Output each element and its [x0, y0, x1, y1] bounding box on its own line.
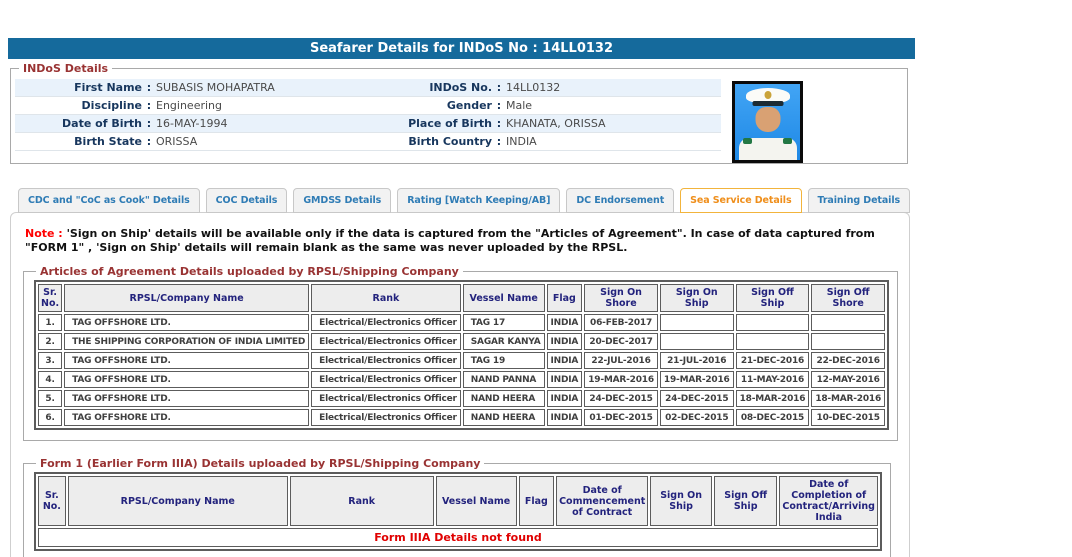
tab-rating-watch-keeping-ab[interactable]: Rating [Watch Keeping/AB]: [397, 188, 560, 213]
discipline-value: Engineering: [156, 99, 222, 112]
tab-coc-details[interactable]: COC Details: [206, 188, 288, 213]
note-text: [25, 227, 895, 255]
table-cell: 12-MAY-2016: [811, 371, 885, 388]
field-row-first-name: First Name : SUBASIS MOHAPATRA INDoS No. : 14LL0132: [15, 79, 721, 97]
table-row: [38, 390, 885, 407]
date-of-birth-value: 16-MAY-1994: [156, 117, 228, 130]
birth-country-value: INDIA: [506, 135, 537, 148]
tab-strip: [18, 188, 1072, 213]
table-cell: 11-MAY-2016: [736, 371, 810, 388]
table-cell: 21-JUL-2016: [660, 352, 734, 369]
table-cell: 02-DEC-2015: [660, 409, 734, 426]
table-cell: 24-DEC-2015: [584, 390, 658, 407]
form1-table: [34, 472, 882, 551]
form-iiia-not-found-message: Form IIIA Details not found: [38, 528, 878, 547]
discipline-label: Discipline: [81, 99, 142, 112]
table-cell: Electrical/Electronics Officer: [311, 409, 461, 426]
column-header: Sign On Ship: [660, 284, 734, 312]
seafarer-photo: [732, 81, 803, 163]
page-title: Seafarer Details for INDoS No : 14LL0132: [8, 38, 915, 59]
table-cell: 24-DEC-2015: [660, 390, 734, 407]
column-header: Flag: [519, 476, 555, 526]
indos-details-rows: [15, 79, 721, 151]
table-row: [38, 333, 885, 350]
column-header: RPSL/Company Name: [64, 284, 309, 312]
column-header: Sign Off Ship: [714, 476, 777, 526]
table-cell: TAG OFFSHORE LTD.: [64, 390, 309, 407]
gender-label: Gender: [446, 99, 492, 112]
first-name-value: SUBASIS MOHAPATRA: [156, 81, 275, 94]
tab-training-details[interactable]: Training Details: [808, 188, 911, 213]
table-cell: NAND HEERA: [463, 390, 545, 407]
tab-cdc-and-coc-as-cook-details[interactable]: CDC and "CoC as Cook" Details: [18, 188, 200, 213]
table-cell: 06-FEB-2017: [584, 314, 658, 331]
birth-country-label: Birth Country: [408, 135, 492, 148]
table-cell: TAG OFFSHORE LTD.: [64, 371, 309, 388]
table-cell: 22-JUL-2016: [584, 352, 658, 369]
tab-gmdss-details[interactable]: GMDSS Details: [293, 188, 391, 213]
place-of-birth-label: Place of Birth: [408, 117, 492, 130]
table-cell: INDIA: [547, 390, 583, 407]
table-cell: INDIA: [547, 314, 583, 331]
table-cell: 2.: [38, 333, 62, 350]
table-cell: [736, 333, 810, 350]
table-cell: [660, 314, 734, 331]
table-cell: TAG OFFSHORE LTD.: [64, 314, 309, 331]
note-prefix: Note :: [25, 227, 63, 240]
column-header: Sign On Ship: [650, 476, 712, 526]
column-header: RPSL/Company Name: [68, 476, 288, 526]
table-cell: 18-MAR-2016: [736, 390, 810, 407]
table-cell: INDIA: [547, 352, 583, 369]
table-cell: SAGAR KANYA: [463, 333, 545, 350]
column-header: Sr. No.: [38, 476, 66, 526]
column-header: Date of Commencement of Contract: [556, 476, 648, 526]
column-header: Rank: [290, 476, 434, 526]
field-row-birth-state: Birth State : ORISSA Birth Country : INDIA: [15, 133, 721, 151]
table-cell: 08-DEC-2015: [736, 409, 810, 426]
table-cell: 01-DEC-2015: [584, 409, 658, 426]
table-row: [38, 528, 878, 547]
table-cell: 10-DEC-2015: [811, 409, 885, 426]
table-row: [38, 409, 885, 426]
articles-of-agreement-fieldset: [23, 265, 898, 441]
column-header: Date of Completion of Contract/Arriving India: [779, 476, 878, 526]
tab-sea-service-details[interactable]: Sea Service Details: [680, 188, 801, 213]
table-cell: NAND PANNA: [463, 371, 545, 388]
field-row-date-of-birth: Date of Birth : 16-MAY-1994 Place of Birth : KHANATA, ORISSA: [15, 115, 721, 133]
articles-of-agreement-table: [34, 280, 889, 430]
place-of-birth-value: KHANATA, ORISSA: [506, 117, 606, 130]
table-cell: Electrical/Electronics Officer: [311, 352, 461, 369]
indos-no-value: 14LL0132: [506, 81, 561, 94]
table-cell: 19-MAR-2016: [660, 371, 734, 388]
birth-state-value: ORISSA: [156, 135, 198, 148]
table-cell: 19-MAR-2016: [584, 371, 658, 388]
tab-dc-endorsement[interactable]: DC Endorsement: [566, 188, 674, 213]
column-header: Sign On Shore: [584, 284, 658, 312]
column-header: Flag: [547, 284, 583, 312]
indos-details-fieldset: [10, 62, 908, 164]
column-header: Rank: [311, 284, 461, 312]
table-cell: INDIA: [547, 371, 583, 388]
column-header: Sign Off Ship: [736, 284, 810, 312]
column-header: Sr. No.: [38, 284, 62, 312]
table-cell: 18-MAR-2016: [811, 390, 885, 407]
form1-legend: Form 1 (Earlier Form IIIA) Details uploaded by RPSL/Shipping Company: [40, 457, 481, 470]
table-cell: Electrical/Electronics Officer: [311, 333, 461, 350]
table-cell: [736, 314, 810, 331]
column-header: Vessel Name: [436, 476, 517, 526]
table-cell: TAG OFFSHORE LTD.: [64, 352, 309, 369]
table-cell: TAG 19: [463, 352, 545, 369]
table-cell: 20-DEC-2017: [584, 333, 658, 350]
table-cell: [811, 333, 885, 350]
table-cell: 21-DEC-2016: [736, 352, 810, 369]
table-cell: 3.: [38, 352, 62, 369]
indos-no-label: INDoS No.: [429, 81, 492, 94]
form1-fieldset: [23, 457, 891, 557]
note-body: 'Sign on Ship' details will be available only if the data is captured from the "Articles of Agreement". In case of data captured from "FORM 1" , 'Sign on Ship' details will remain blank as the same was never uploaded by the RPSL.: [25, 227, 875, 254]
table-cell: TAG OFFSHORE LTD.: [64, 409, 309, 426]
table-cell: 5.: [38, 390, 62, 407]
date-of-birth-label: Date of Birth: [62, 117, 142, 130]
field-row-discipline: Discipline : Engineering Gender : Male: [15, 97, 721, 115]
column-header: Vessel Name: [463, 284, 545, 312]
indos-details-legend: INDoS Details: [23, 62, 109, 75]
table-cell: [660, 333, 734, 350]
photo-face: [755, 107, 780, 132]
column-header: Sign Off Shore: [811, 284, 885, 312]
table-row: [38, 371, 885, 388]
table-cell: TAG 17: [463, 314, 545, 331]
tab-content-panel: [10, 212, 910, 557]
table-cell: 22-DEC-2016: [811, 352, 885, 369]
table-cell: 6.: [38, 409, 62, 426]
photo-cap-badge: [764, 91, 771, 99]
table-cell: Electrical/Electronics Officer: [311, 314, 461, 331]
gender-value: Male: [506, 99, 533, 112]
table-cell: NAND HEERA: [463, 409, 545, 426]
table-cell: 1.: [38, 314, 62, 331]
table-cell: Electrical/Electronics Officer: [311, 371, 461, 388]
birth-state-label: Birth State: [74, 135, 142, 148]
table-cell: 4.: [38, 371, 62, 388]
first-name-label: First Name: [74, 81, 142, 94]
table-cell: INDIA: [547, 333, 583, 350]
table-cell: [811, 314, 885, 331]
table-row: [38, 314, 885, 331]
table-row: [38, 352, 885, 369]
table-cell: INDIA: [547, 409, 583, 426]
table-cell: THE SHIPPING CORPORATION OF INDIA LIMITED: [64, 333, 309, 350]
articles-legend: Articles of Agreement Details uploaded by RPSL/Shipping Company: [40, 265, 459, 278]
table-cell: Electrical/Electronics Officer: [311, 390, 461, 407]
